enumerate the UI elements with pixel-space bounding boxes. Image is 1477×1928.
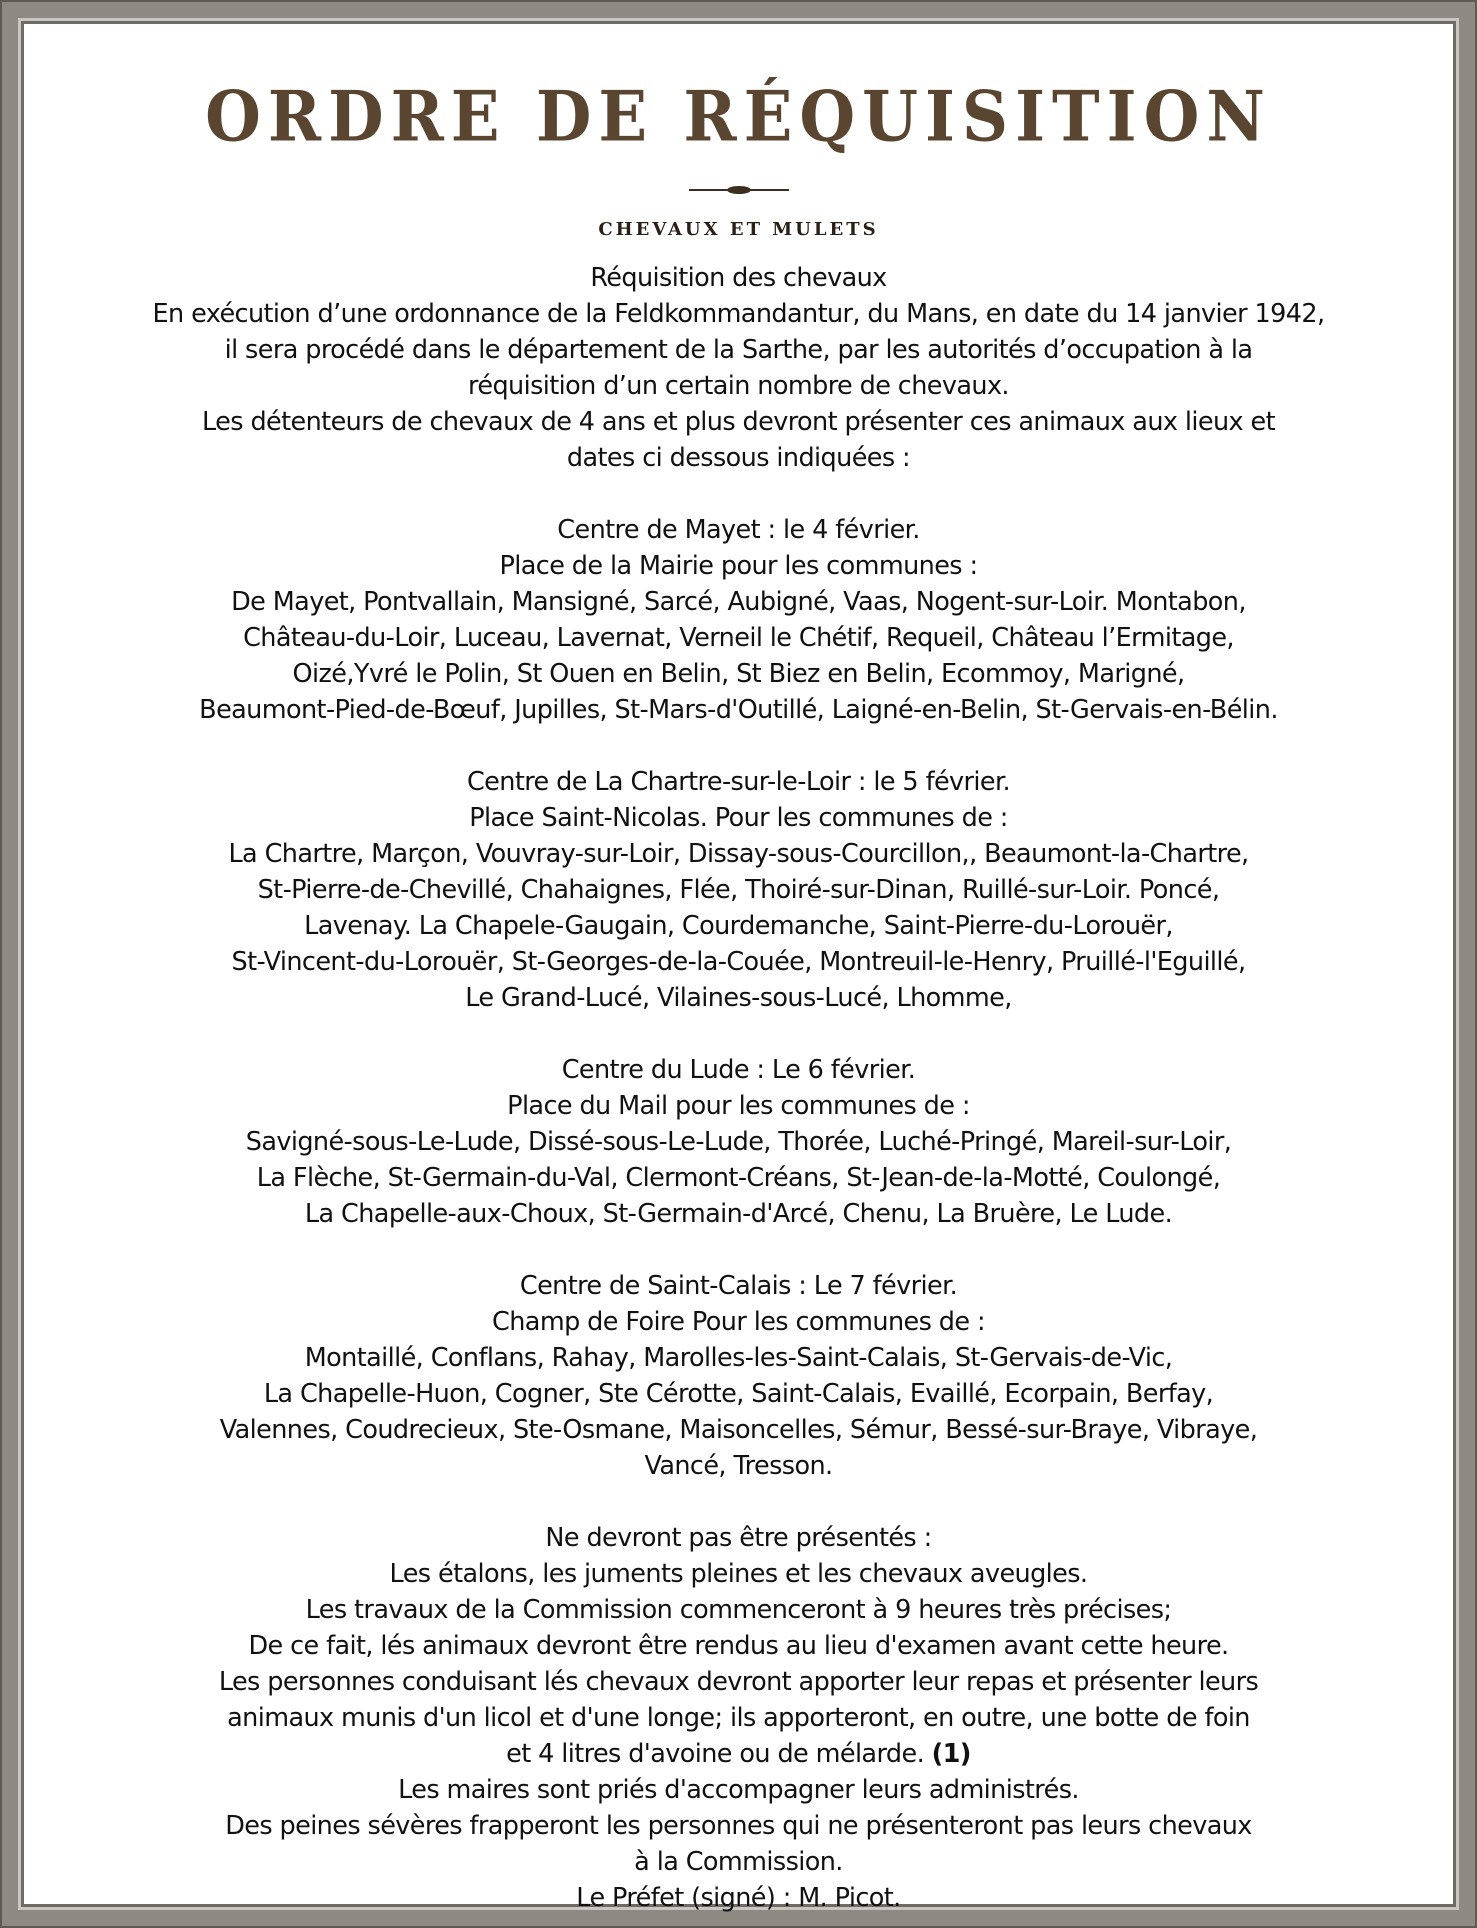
centre-mayet-line: Oizé,Yvré le Polin, St Ouen en Belin, St Biez en Belin, Ecommoy, Marigné, (292, 659, 1185, 689)
closing-line: Les étalons, les juments pleines et les chevaux aveugles. (389, 1559, 1088, 1589)
closing-line: Les personnes conduisant lés chevaux devront apporter leur repas et présenter leurs (218, 1667, 1259, 1697)
centre-lude-line: La Chapelle-aux-Choux, St-Germain-d'Arcé, Chenu, La Bruère, Le Lude. (304, 1199, 1173, 1229)
centre-chartre-line: St-Vincent-du-Lorouër, St-Georges-de-la-Couée, Montreuil-le-Henry, Pruillé-l'Eguillé, (231, 947, 1246, 977)
prefect-signature-line: Le Préfet (signé) : M. Picot. (576, 1883, 901, 1913)
centre-calais-line: Montaillé, Conflans, Rahay, Marolles-les-Saint-Calais, St-Gervais-de-Vic, (304, 1343, 1173, 1373)
centre-mayet-line: Château-du-Loir, Luceau, Lavernat, Verneil le Chétif, Requeil, Château l’Ermitage, (243, 623, 1234, 653)
closing-end-line: Des peines sévères frapperont les personnes qui ne présenteront pas leurs chevaux (225, 1811, 1252, 1841)
centre-chartre-line: La Chartre, Marçon, Vouvray-sur-Loir, Dissay-sous-Courcillon,, Beaumont-la-Chartre, (228, 839, 1249, 869)
spacer (36, 1232, 1441, 1268)
ornament-knot (727, 186, 751, 194)
intro-line: Les détenteurs de chevaux de 4 ans et plus devront présenter ces animaux aux lieux et (202, 407, 1275, 437)
document-subtitle: CHEVAUX ET MULETS (598, 219, 879, 240)
centre-calais-line: Valennes, Coudrecieux, Ste-Osmane, Maisoncelles, Sémur, Bessé-sur-Braye, Vibraye, (219, 1415, 1258, 1445)
spacer (36, 476, 1441, 512)
centre-calais-section (36, 1268, 1441, 1484)
closing-end-line: Les maires sont priés d'accompagner leurs administrés. (398, 1775, 1079, 1805)
closing-line: Les travaux de la Commission commenceront à 9 heures très précises; (305, 1595, 1172, 1625)
centre-mayet-section (36, 512, 1441, 728)
title-ornament (689, 185, 789, 195)
centre-mayet-line: De Mayet, Pontvallain, Mansigné, Sarcé, Aubigné, Vaas, Nogent-sur-Loir. Montabon, (231, 587, 1246, 617)
centre-chartre-section (36, 764, 1441, 1016)
centre-lude-section (36, 1052, 1441, 1232)
centre-calais-line: Vancé, Tresson. (644, 1451, 833, 1481)
centre-chartre-line: St-Pierre-de-Chevillé, Chahaignes, Flée, Thoiré-sur-Dinan, Ruillé-sur-Loir. Poncé, (257, 875, 1220, 905)
intro-line: En exécution d’une ordonnance de la Feldkommandantur, du Mans, en date du 14 janvier 1942, (152, 299, 1325, 329)
intro-line: Réquisition des chevaux (590, 263, 887, 293)
centre-lude-line: La Flèche, St-Germain-du-Val, Clermont-Créans, St-Jean-de-la-Motté, Coulongé, (256, 1163, 1221, 1193)
centre-lude-line: Savigné-sous-Le-Lude, Dissé-sous-Le-Lude, Thorée, Luché-Pringé, Mareil-sur-Loir, (245, 1127, 1232, 1157)
centre-chartre-line: Place Saint-Nicolas. Pour les communes de : (469, 803, 1008, 833)
centre-lude-line: Centre du Lude : Le 6 février. (561, 1055, 916, 1085)
intro-line: réquisition d’un certain nombre de chevaux. (468, 371, 1009, 401)
centre-chartre-line: Lavenay. La Chapele-Gaugain, Courdemanche, Saint-Pierre-du-Lorouër, (304, 911, 1173, 941)
closing-line: Ne devront pas être présentés : (545, 1523, 932, 1553)
spacer (36, 1016, 1441, 1052)
closing-note-line (36, 1736, 1441, 1772)
spacer (36, 1484, 1441, 1520)
closing-note-text: et 4 litres d'avoine ou de mélarde. (506, 1739, 925, 1769)
centre-calais-line: Centre de Saint-Calais : Le 7 février. (519, 1271, 958, 1301)
footnote-reference: (1) (931, 1739, 971, 1769)
closing-line: De ce fait, lés animaux devront être rendus au lieu d'examen avant cette heure. (248, 1631, 1229, 1661)
closing-line: animaux munis d'un licol et d'une longe; ils apporteront, en outre, une botte de foin (227, 1703, 1250, 1733)
centre-calais-line: La Chapelle-Huon, Cogner, Ste Cérotte, Saint-Calais, Evaillé, Ecorpain, Berfay, (263, 1379, 1214, 1409)
closing-section (36, 1520, 1441, 1916)
document-title: ORDRE DE RÉQUISITION (205, 77, 1272, 158)
intro-section (36, 260, 1441, 476)
centre-mayet-line: Centre de Mayet : le 4 février. (557, 515, 920, 545)
closing-end-line: à la Commission. (634, 1847, 843, 1877)
centre-lude-line: Place du Mail pour les communes de : (507, 1091, 970, 1121)
intro-line: il sera procédé dans le département de la Sarthe, par les autorités d’occupation à la (224, 335, 1253, 365)
centre-mayet-line: Beaumont-Pied-de-Bœuf, Jupilles, St-Mars-d'Outillé, Laigné-en-Belin, St-Gervais-en-Bélin. (199, 695, 1278, 725)
centre-chartre-line: Centre de La Chartre-sur-le-Loir : le 5 février. (466, 767, 1011, 797)
centre-chartre-line: Le Grand-Lucé, Vilaines-sous-Lucé, Lhomme, (465, 983, 1012, 1013)
document-body (36, 260, 1441, 1916)
spacer (36, 728, 1441, 764)
document-content (36, 36, 1441, 1913)
centre-calais-line: Champ de Foire Pour les communes de : (492, 1307, 985, 1337)
centre-mayet-line: Place de la Mairie pour les communes : (499, 551, 978, 581)
intro-line: dates ci dessous indiquées : (566, 443, 911, 473)
